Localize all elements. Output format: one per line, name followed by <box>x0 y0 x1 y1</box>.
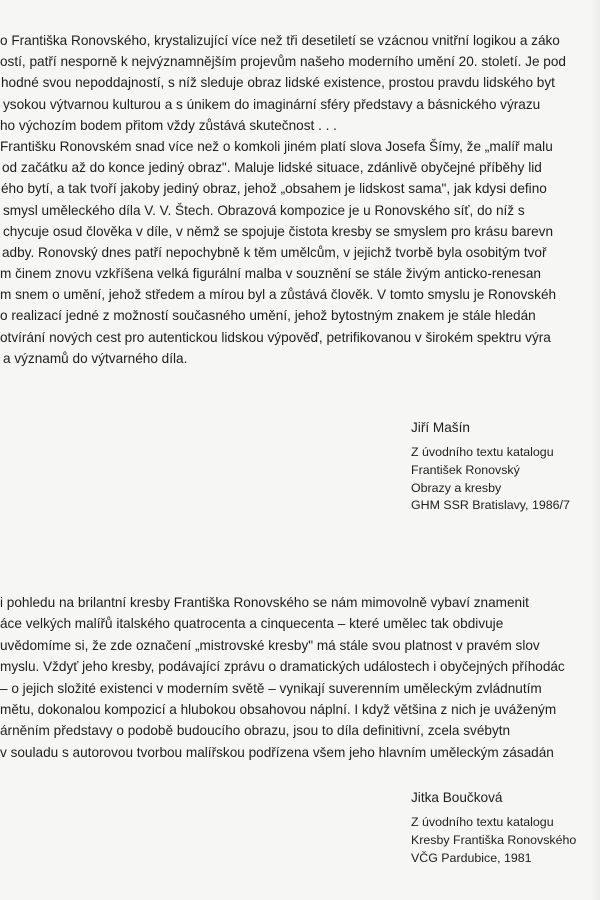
text-line: m činem znovu vzkříšena velká figurální malba v souznění se stále živým anticko-renesan <box>0 266 541 282</box>
text-line: ho výchozím bodem přitom vždy zůstává skutečnost . . . <box>0 117 337 133</box>
author-name: Jiří Mašín <box>411 420 470 435</box>
text-line: o realizací jedné z možností současného umění, jehož bytostným znakem je stále hledán <box>0 308 536 324</box>
text-line: mětu, dokonalou kompozicí a hlubokou obsahovou náplní. I když většina z nich je uváženým <box>0 701 557 717</box>
source-line: VČG Pardubice, 1981 <box>411 850 532 865</box>
text-line: v souladu s autorovou tvorbou malířskou podřízena všem jeho hlavním uměleckým zásadán <box>0 744 554 760</box>
text-line: otvírání nových cest pro autentickou lidskou výpověď, petrifikovanou v širokém spektru výra <box>0 329 551 345</box>
signature-block-2 <box>411 788 576 867</box>
text-line: áce velkých malířů italského quatrocenta a cinquecenta – které umělec tak obdivuje <box>0 616 504 632</box>
source-line: František Ronovský <box>411 462 520 477</box>
text-line: ysokou výtvarnou kulturou a s únikem do imaginární sféry představy a básnického výrazu <box>3 96 541 112</box>
text-line: árněním představy o podobě budoucího obrazu, jsou to díla definitivní, zcela svébytn <box>0 723 511 739</box>
text-line: o Františka Ronovského, krystalizující více než tři desetiletí se vzácnou vnitřní logikou a záko <box>0 33 560 48</box>
source-line: GHM SSR Bratislavy, 1986/7 <box>411 498 570 513</box>
text-line: smysl uměleckého díla V. V. Štech. Obrazová kompozice je u Ronovského síť, do níž s <box>3 202 525 218</box>
text-line: hodné svou nepoddajností, s níž sleduje obraz lidské existence, prostou pravdu lidského byt <box>1 75 555 91</box>
source-line: Obrazy a kresby <box>411 480 502 495</box>
text-line: myslu. Vždyť jeho kresby, podávající zprávu o dramatických událostech i obyčejných příhodác <box>0 659 565 675</box>
text-line: adby. Ronovský dnes patří nepochybně k těm umělcům, v jejichž tvorbě byla osobitým tvoř <box>2 244 547 260</box>
text-line: m snem o umění, jehož středem a mírou byl a zůstává člověk. V tomto smyslu je Ronovskéh <box>0 287 557 303</box>
text-line: ostí, patří nesporně k nejvýznamnějším projevům našeho moderního umění 20. století. Je pod <box>0 54 566 70</box>
source-line: Kresby Františka Ronovského <box>411 832 577 847</box>
author-name: Jitka Boučková <box>411 790 503 805</box>
source-line: Z úvodního textu katalogu <box>411 815 554 829</box>
text-section-2 <box>0 592 600 763</box>
source-line: Z úvodního textu katalogu <box>411 445 554 459</box>
page-edge-shadow <box>590 0 600 900</box>
text-line: uvědomíme si, že zde označení „mistrovské kresby" má stále svou platnost v pravém slov <box>0 637 540 653</box>
text-line: chycuje osud člověka v díle, v němž se spojuje čistota kresby se smyslem pro krásu barevn <box>3 223 554 239</box>
text-line: ého bytí, a tak tvoří jakoby jediný obraz, jehož „obsahem je lidskost sama", jak kdysi defino <box>1 181 547 197</box>
text-line: i pohledu na brilantní kresby Františka Ronovského se nám mimovolně vybaví znamenit <box>0 595 529 610</box>
text-line: a významů do výtvarného díla. <box>3 350 188 366</box>
text-line: od začátku až do konce jediný obraz". Maluje lidské situace, zdánlivě obyčejné příběhy lid <box>2 160 542 176</box>
text-line: Františku Ronovském snad více než o komkoli jiném platí slova Josefa Šímy, že „malíř malu <box>0 138 553 154</box>
text-line: – o jejich složité existenci v moderním světě – vynikají suverenním uměleckým zvládnutím <box>0 680 542 696</box>
text-section-1 <box>0 30 600 369</box>
signature-block-1 <box>411 418 570 515</box>
